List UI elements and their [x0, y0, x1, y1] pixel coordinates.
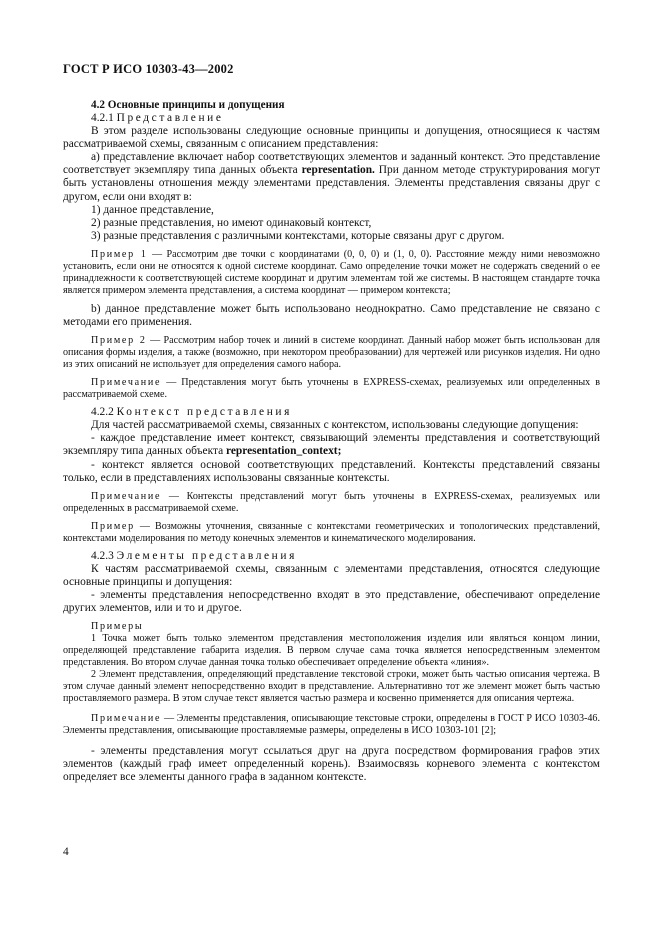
- term-representation: representation.: [301, 164, 375, 177]
- dash-item-2: - контекст является основой соответствующих представлений. Контексты представлений связаны только, если в представлениях использованы связанные контексты.: [63, 458, 600, 484]
- example-1: Пример 1 — Рассмотрим две точки с координатами (0, 0, 0) и (1, 0, 0). Расстояние между ними невозможно установить, если они не относятся к одной системе координат. Само определение точки может не содержать сведений о ее принадлежности к соответствующей системе координат и другим элементам той же системы. В настоящем стандарте точка является примером элемента представления, а система координат — примером контекста;: [63, 248, 600, 296]
- paragraph-a: а) представление включает набор соответствующих элементов и заданный контекст. Это представление соответствует экземпляру типа данных объекта representation. При данном методе структурирования могут быть установлены отношения между элементами представления. Элементы представления связаны друг с другом, если они входят в:: [63, 151, 600, 203]
- note-3: Примечание — Элементы представления, описывающие текстовые строки, определены в ГОСТ Р ИСО 10303-46. Элементы представления, описывающие проставляемые размеры, определены в ИСО 10303-101 [2];: [63, 713, 600, 737]
- note-2: Примечание — Контексты представлений могут быть уточнены в EXPRESS-схемах, реализуемых или определенных в рассматриваемой схеме.: [63, 490, 600, 514]
- example-item-2: 2 Элемент представления, определяющий представление текстовой строки, может быть частью описания чертежа. В этом случае данный элемент непосредственно входит в представление. Альтернативно тот же элемент может быть частью проставляемого размера. В этом случае текст является частью размера и косвенно применяется для описания чертежа.: [63, 669, 600, 705]
- dash-item-3: - элементы представления непосредственно входят в это представление, обеспечивают определение других элементов, или и то и другое.: [63, 588, 600, 615]
- section-4-2-2-heading: 4.2.2 Контекст представления: [91, 406, 292, 419]
- paragraph-intro: В этом разделе использованы следующие основные принципы и допущения, относящиеся к частям рассматриваемой схемы, связанным с описанием представления:: [63, 125, 600, 151]
- dash-item-4: - элементы представления могут ссылаться друг на друга посредством формирования графов этих элементов (каждый граф имеет определенный корень). Взаимосвязь корневого элемента с контекстом определяет все элементы данного графа в заданном контексте.: [63, 745, 600, 784]
- section-4-2-1-heading: 4.2.1 Представление: [91, 112, 224, 124]
- dash-item-1: - каждое представление имеет контекст, связывающий элементы представления и соответствующий экземпляру типа данных объекта representation_context;: [63, 432, 600, 458]
- paragraph-b: b) данное представление может быть использовано неоднократно. Само представление не связано с методами его применения.: [63, 302, 600, 329]
- example-2: Пример 2 — Рассмотрим набор точек и линий в системе координат. Данный набор может быть использован для описания формы изделия, а также (возможно, при некотором преобразовании) для чертежей или рисунков изделия. Ни одно из этих описаний не использует для определения самого набора.: [63, 335, 600, 371]
- note-1: Примечание — Представления могут быть уточнены в EXPRESS-схемах, реализуемых или определенных в рассматриваемой схеме.: [63, 377, 600, 401]
- paragraph-items: К частям рассматриваемой схемы, связанным с элементами представления, относятся следующие основные принципы и допущения:: [63, 562, 600, 588]
- list-item-2: 2) разные представления, но имеют одинаковый контекст,: [91, 216, 372, 229]
- page-number: 4: [63, 846, 69, 858]
- document-header: ГОСТ Р ИСО 10303-43—2002: [63, 62, 234, 76]
- term-representation-context: representation_context;: [226, 445, 342, 458]
- example-3: Пример — Возможны уточнения, связанные с контекстами геометрических и топологических представлений, контекстами моделирования по методу конечных элементов и кинематического моделирования.: [63, 520, 600, 544]
- list-item-1: 1) данное представление,: [91, 203, 214, 216]
- list-item-3: 3) разные представления с различными контекстами, которые связаны друг с другом.: [91, 229, 505, 242]
- example-item-1: 1 Точка может быть только элементом представления местоположения изделия или являться концом линии, определяющей представление габарита изделия. В первом случае сама точка является непосредственным элементом представления. Во втором случае данная точка только обеспечивает определение объекта «линия».: [63, 633, 600, 669]
- examples-heading: Примеры: [91, 621, 144, 633]
- section-4-2-3-heading: 4.2.3 Элементы представления: [91, 549, 297, 562]
- paragraph-context: Для частей рассматриваемой схемы, связанных с контекстом, использованы следующие допущения:: [91, 419, 579, 432]
- document-page: [63, 62, 600, 784]
- section-4-2-title: 4.2 Основные принципы и допущения: [91, 99, 285, 111]
